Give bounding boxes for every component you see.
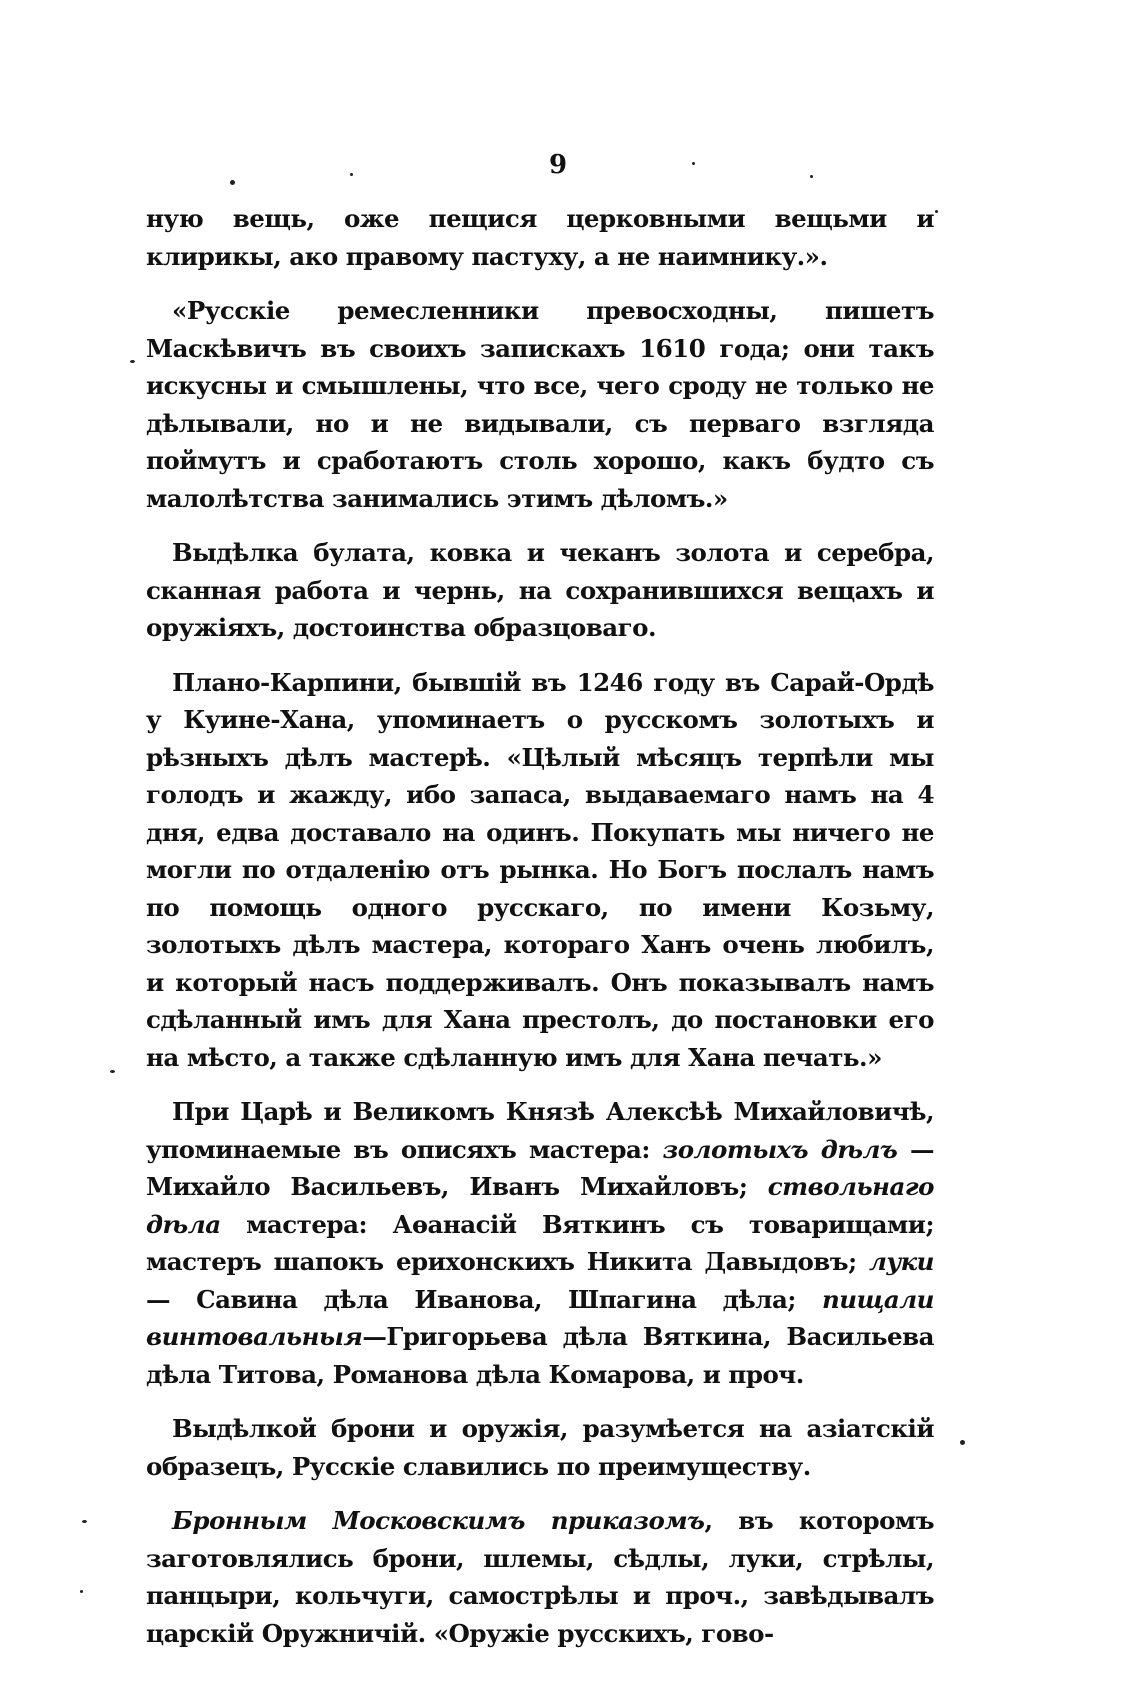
scan-speck [80, 1590, 83, 1593]
text-run: , въ которомъ заготовлялись брони, шлемы, сѣдлы, луки, стрѣлы, панцыри, кольчуги, самострѣлы и проч., завѣдывалъ царскій Оружничій. «Оружіе русскихъ, гово- [146, 1506, 934, 1648]
scan-speck [82, 1520, 87, 1523]
scan-speck [935, 210, 938, 213]
text-run: —Григорьева дѣла Вяткина, Васильева дѣла Титова, Романова дѣла Комарова, и проч. [146, 1322, 934, 1389]
scan-speck [960, 1440, 965, 1445]
italic-text-run: луки [869, 1247, 934, 1276]
scan-speck [692, 162, 695, 165]
text-run: При Царѣ и Великомъ Князѣ Алексѣѣ Михайловичѣ, упоминаемые въ описяхъ мастера: [146, 1097, 934, 1164]
scan-speck [130, 360, 135, 363]
text-run: Выдѣлка булата, ковка и чеканъ золота и серебра, сканная работа и чернь, на сохранившихся вещахъ и оружіяхъ, достоинства образцоваго. [146, 538, 934, 642]
scan-speck [810, 175, 813, 178]
body-text [146, 200, 934, 1669]
text-run: мастера: Аѳанасій Вяткинъ съ товарищами; мастеръ шапокъ ерихонскихъ Никита Давыдовъ; [146, 1209, 934, 1276]
paragraph [146, 1502, 934, 1652]
paragraph [146, 664, 934, 1077]
paragraph [146, 200, 934, 275]
paragraph [146, 1093, 934, 1393]
paragraph [146, 1410, 934, 1485]
paragraph [146, 292, 934, 517]
paragraph [146, 534, 934, 647]
scan-speck [350, 173, 353, 176]
text-run: — Савина дѣла Иванова, Шпагина дѣла; [146, 1284, 822, 1314]
text-run: Плано-Карпини, бывшій въ 1246 году въ Сарай-Ордѣ у Куине-Хана, упоминаетъ о русскомъ золотыхъ и рѣзныхъ дѣлъ мастерѣ. «Цѣлый мѣсяцъ терпѣли мы голодъ и жажду, ибо запаса, выдаваемаго намъ на 4 дня, едва доставало на одинъ. Покупать мы ничего не могли по отдаленію отъ рынка. Но Богъ послалъ намъ по помощь одного русскаго, по имени Козьму, золотыхъ дѣлъ мастера, котораго Ханъ очень любилъ, и который насъ поддерживалъ. Онъ показывалъ намъ сдѣланный имъ для Хана престолъ, до постановки его на мѣсто, а также сдѣланную имъ для Хана печать.» [146, 667, 934, 1072]
text-run: — Михайло Васильевъ, Иванъ Михайловъ; [146, 1134, 934, 1201]
italic-text-run: Бронным Московскимъ приказомъ [172, 1506, 705, 1535]
text-run: ную вещь, оже пещися церковными вещьми и клирикы, ако правому пастуху, а не наимнику.». [146, 204, 934, 271]
italic-text-run: золотыхъ дѣлъ [662, 1134, 898, 1164]
text-run: «Русскіе ремесленники превосходны, пишетъ Маскѣвичъ въ своихъ запискахъ 1610 года; они такъ искусны и смышлены, что все, чего сроду не только не дѣлывали, но и не видывали, съ перваго взгляда поймутъ и сработаютъ столь хорошо, какъ будто съ малолѣтства занимались этимъ дѣломъ.» [146, 296, 934, 513]
italic-text-run: пищали винтовальныя [146, 1284, 934, 1351]
text-run: Выдѣлкой брони и оружія, разумѣется на азіатскій образецъ, Русскіе славились по преимуществу. [146, 1414, 934, 1481]
italic-text-run: ствольнаго дѣла [146, 1172, 934, 1239]
page-number: 9 [548, 150, 568, 180]
scan-speck [230, 180, 235, 185]
scan-speck [110, 1070, 115, 1073]
